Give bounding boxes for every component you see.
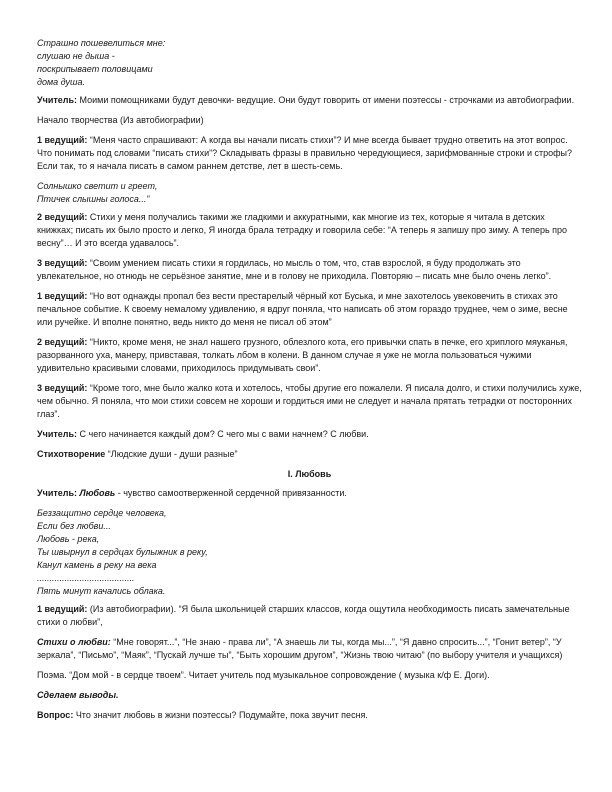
speaker-label: 2 ведущий: [37,337,88,347]
lead3-paragraph-a [37,257,582,283]
love-poems-paragraph [37,636,582,662]
paragraph-text: Стихи у меня получались такими же гладкими и аккуратными, как многие из тех, которые я читала в детских книжках; писать их было просто и легко, Я иногда брала тетрадку и говорила себе: “А теперь я запишу про зиму. А теперь про весну”… И это всегда удавалось”. [37,212,568,248]
verse-intro [37,37,582,89]
question-paragraph [37,709,582,722]
section-heading-love: I. Любовь [287,469,332,479]
love-term: Любовь [79,488,116,498]
speaker-label: 2 ведущий: [37,212,88,222]
speaker-label: Учитель: [37,429,78,439]
paragraph-text: “Своим умением писать стихи я гордилась, но мысль о том, что, став взрослой, я буду продолжать это увлекательное, но отнюдь не серьёзное занятие, мне и в голову не приходила. Повторяю – писать мне было очень легко”. [37,258,552,281]
teacher-intro-paragraph [37,94,582,107]
paragraph-text: Моими помощниками будут девочки- ведущие. Они будут говорить от имени поэтессы - строчками из автобиографии. [77,95,575,105]
speaker-label: 3 ведущий: [37,383,88,393]
verse-line: поскрипывает половицами [37,64,153,74]
verse-line: Солнышко светит и греет, [37,181,158,191]
verse-line: слушаю не дыша - [37,51,115,61]
verse-line: Любовь - река, [37,534,100,544]
verse-line: Птичек слышны голоса...” [37,194,150,204]
paragraph-text: “Но вот однажды пропал без вести престарелый чёрный кот Буська, и мне захотелось увековечить в стихах это печальное событие. К своему немалому удивлению, я вдруг поняла, что написать об этом гораздо труднее, чем о зиме, весне или ручейке. И вполне понятно, ведь никто до меня не писал об этом” [37,291,568,327]
lead1-paragraph-a [37,134,582,173]
verse-line: Ты швырнул в сердцах булыжник в реку, [37,547,208,557]
speaker-label: 3 ведущий: [37,258,88,268]
conclusions-heading: Сделаем выводы. [37,690,119,700]
paragraph-text: “Никто, кроме меня, не знал нашего грузного, облезлого кота, его привычки спать в печке, его хриплого мяуканья, разорванного уха, манеру, привставая, толкать лбом в колени. В данном случае я уже не могла пользоваться чужими удивительно красивыми словами, приходилось придумывать свои”. [37,337,568,373]
poem-label: Стихотворение [37,449,106,459]
paragraph-text: “Кроме того, мне было жалко кота и хотелось, чтобы другие его пожалели. Я писала долго, и стихи получились хуже, чем обычно. Я поняла, что мои стихи совсем не хороши и гордиться ими не следует и начала прятать тетрадки от посторонних глаз”. [37,383,582,419]
verse-line: Канул камень в реку на века [37,560,157,570]
poem-home-paragraph: Поэма. “Дом мой - в сердце твоем”. Читает учитель под музыкальное сопровождение ( музыка к/ф Е. Доги). [37,670,490,680]
speaker-label: Учитель: [37,488,78,498]
paragraph-text: “Людские души - души разные” [105,449,238,459]
verse-line: Если без любви... [37,521,111,531]
love-poems-label: Стихи о любви: [37,637,111,647]
verse-line: Беззащитно сердце человека, [37,508,167,518]
lead2-paragraph-a [37,211,582,250]
verse-line: ....................................... [37,573,135,583]
lead1-paragraph-b [37,290,582,329]
section-title-start: Начало творчества (Из автобиографии) [37,115,204,125]
speaker-label: 1 ведущий: [37,135,88,145]
verse-sun [37,180,582,206]
paragraph-text: “Меня часто спрашивают: А когда вы начали писать стихи”? И мне всегда бывает трудно ответить на этот вопрос. Что понимать под словами “писать стихи”? Складывать фразы в правильно чередующиеся, зарифмованные строки и строфы? Если так, то я начала писать в самом раннем детстве, лет в шесть-семь. [37,135,573,171]
speaker-label: Учитель: [37,95,78,105]
lead1-paragraph-c [37,603,582,629]
verse-love [37,507,582,598]
teacher-home-paragraph [37,428,582,441]
question-label: Вопрос: [37,710,74,720]
speaker-label: 1 ведущий: [37,604,88,614]
paragraph-text: С чего начинается каждый дом? С чего мы с вами начнем? С любви. [77,429,369,439]
verse-line: дома душа. [37,77,86,87]
verse-line: Страшно пошевелиться мне: [37,38,166,48]
poem-line-paragraph [37,448,582,461]
paragraph-text: Что значит любовь в жизни поэтессы? Подумайте, пока звучит песня. [73,710,368,720]
lead2-paragraph-b [37,336,582,375]
lead3-paragraph-b [37,382,582,421]
paragraph-text: “Мне говорят...”, “Не знаю - права ли”, “А знаешь ли ты, когда мы...”, “Я давно спросить...”, “Гонит ветер”, “У зеркала”, “Письмо”, “Маяк”, “Пускай лучше ты”, “Быть хорошим другом”, “Жизнь твою читаю” (по выбору учителя и учащихся) [37,637,563,660]
speaker-label: 1 ведущий: [37,291,88,301]
teacher-love-paragraph [37,487,582,500]
verse-line: Пять минут качались облака. [37,586,166,596]
paragraph-text: - чувство самоотверженной сердечной привязанности. [115,488,347,498]
paragraph-text: (Из автобиографии). “Я была школьницей старших классов, когда ощутила необходимость писать замечательные стихи о любви”, [37,604,570,627]
